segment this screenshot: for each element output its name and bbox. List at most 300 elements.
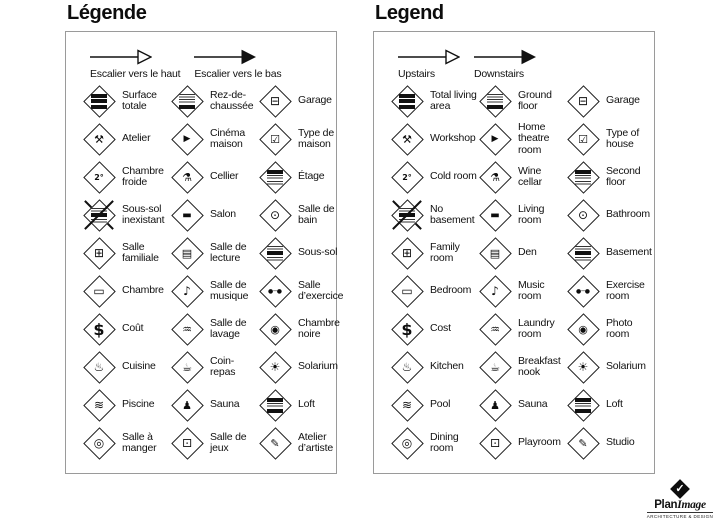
laundry-glyph: ♒ xyxy=(182,322,192,336)
legend-item-label: Laundry room xyxy=(518,316,555,340)
camera-icon xyxy=(258,312,292,346)
music-note-glyph: ♪ xyxy=(491,284,499,298)
legend-item-label: Ground floor xyxy=(518,88,552,112)
legend-item xyxy=(170,160,258,194)
floor-bar xyxy=(267,398,283,402)
stairs-up-group xyxy=(398,49,460,80)
legend-item xyxy=(390,198,478,232)
legend-item-label: Kitchen xyxy=(430,360,464,373)
legend-item-label: Wine cellar xyxy=(518,164,542,188)
legend-item-label: Cellier xyxy=(210,170,239,183)
game-piece-icon xyxy=(478,426,512,460)
legend-item-label: Second floor xyxy=(606,164,641,188)
floor-bars xyxy=(91,93,107,109)
legend-item xyxy=(170,236,258,270)
sofa-glyph: ▬ xyxy=(490,209,500,221)
legend-item-label: Family room xyxy=(430,240,460,264)
toilet-icon xyxy=(258,198,292,232)
floor-bar xyxy=(399,105,415,109)
sauna-person-icon xyxy=(478,388,512,422)
legend-item xyxy=(478,312,566,346)
game-piece-glyph: ⚀ xyxy=(490,436,500,450)
legend-item xyxy=(82,312,170,346)
palette-icon xyxy=(566,426,600,460)
book-glyph: ▤ xyxy=(181,246,193,260)
swimmer-glyph: ≋ xyxy=(401,398,413,412)
legend-item-label: Salle familiale xyxy=(122,240,159,264)
legend-item xyxy=(566,388,652,422)
page-title-french: Légende xyxy=(67,2,147,24)
legend-items-english xyxy=(390,82,650,462)
legend-item xyxy=(566,160,652,194)
logo-tagline: ARCHITECTURE & DESIGN xyxy=(646,514,714,519)
planimage-wordmark xyxy=(654,500,706,512)
floor-bars xyxy=(267,169,283,185)
legend-item xyxy=(258,312,343,346)
floor-bar xyxy=(575,170,591,174)
toilet-glyph: ⊙ xyxy=(577,208,589,222)
legend-item-label: Workshop xyxy=(430,132,476,145)
legend-item xyxy=(82,426,170,460)
legend-item xyxy=(170,312,258,346)
hammer-icon xyxy=(390,122,424,156)
legend-item-label: Cold room xyxy=(430,170,477,183)
swimmer-icon xyxy=(82,388,116,422)
legend-item-label: Salle de bain xyxy=(298,202,335,226)
floor-bar xyxy=(575,409,591,413)
legend-item xyxy=(478,388,566,422)
wine-bottle-glyph: ⚗ xyxy=(490,170,500,184)
floor-bar xyxy=(575,246,591,250)
floor-bar xyxy=(91,208,107,212)
floor-bars xyxy=(267,245,283,261)
legend-item xyxy=(258,84,343,118)
floors-second-icon xyxy=(566,160,600,194)
legend-item xyxy=(258,350,343,384)
coffee-cup-icon xyxy=(170,350,204,384)
floor-bar xyxy=(487,99,503,103)
legend-item-label: Studio xyxy=(606,436,635,449)
legend-item xyxy=(82,160,170,194)
floor-bar xyxy=(267,251,283,255)
legend-item-label: Breakfast nook xyxy=(518,354,561,378)
car-icon xyxy=(258,84,292,118)
dinner-plate-glyph: ◎ xyxy=(401,436,413,450)
legend-item-label: Living room xyxy=(518,202,545,226)
legend-item xyxy=(82,388,170,422)
legend-item xyxy=(258,236,343,270)
legend-item xyxy=(258,160,343,194)
floor-bar xyxy=(575,181,591,185)
legend-item-label: Surface totale xyxy=(122,88,157,112)
coffee-cup-glyph: ☕ xyxy=(490,360,500,374)
floor-bar xyxy=(399,94,415,98)
legend-item xyxy=(170,198,258,232)
legend-item-label: Cost xyxy=(430,322,451,335)
legend-item-label: Salle de jeux xyxy=(210,430,247,454)
thermometer-icon xyxy=(82,160,116,194)
sun-glyph: ☀ xyxy=(269,360,281,374)
legend-item-label: Sauna xyxy=(210,398,240,411)
game-piece-icon xyxy=(170,426,204,460)
legend-panel-english xyxy=(373,2,655,474)
legend-item-label: Salle de lavage xyxy=(210,316,247,340)
legend-item-label: Basement xyxy=(606,246,652,259)
barbell-glyph: ●─● xyxy=(575,287,591,295)
legend-item-label: Total living area xyxy=(430,88,477,112)
legend-item xyxy=(170,122,258,156)
car-glyph: ⊟ xyxy=(577,94,589,108)
floor-bar xyxy=(575,403,591,407)
floor-bars xyxy=(487,93,503,109)
legend-item-label: Exercise room xyxy=(606,278,645,302)
stairs-up-label: Upstairs xyxy=(398,68,435,80)
music-note-icon xyxy=(170,274,204,308)
legend-item xyxy=(82,84,170,118)
sauna-person-glyph: ♟ xyxy=(490,398,500,412)
legend-item-label: Type of house xyxy=(606,126,640,150)
palette-glyph: ✎ xyxy=(578,436,588,450)
no-basement-icon xyxy=(82,198,116,232)
laundry-glyph: ♒ xyxy=(490,322,500,336)
coffee-cup-glyph: ☕ xyxy=(182,360,192,374)
legend-item xyxy=(390,274,478,308)
logo-check-glyph: ✓ xyxy=(675,483,685,495)
legend-box-english xyxy=(373,31,655,474)
laundry-icon xyxy=(170,312,204,346)
legend-item-label: Bathroom xyxy=(606,208,650,221)
sofa-icon xyxy=(478,198,512,232)
floor-bars xyxy=(575,245,591,261)
sofa-glyph: ▬ xyxy=(182,209,192,221)
stairs-down-group xyxy=(474,49,536,80)
legend-item-label: Solarium xyxy=(606,360,646,373)
legend-item xyxy=(82,274,170,308)
projector-icon xyxy=(170,122,204,156)
stairs-down-label: Escalier vers le bas xyxy=(194,68,282,80)
legend-item xyxy=(566,312,652,346)
floor-bar xyxy=(575,398,591,402)
checklist-icon xyxy=(566,122,600,156)
stairs-up-arrow-icon xyxy=(398,49,460,65)
projector-glyph: ▶ xyxy=(183,134,191,144)
hammer-icon xyxy=(82,122,116,156)
stairs-up-arrow-icon xyxy=(90,49,152,65)
legend-item-label: Coin-repas xyxy=(210,354,236,378)
floor-bars xyxy=(575,169,591,185)
palette-icon xyxy=(258,426,292,460)
legend-item-label: Salle de musique xyxy=(210,278,249,302)
wine-bottle-glyph: ⚗ xyxy=(182,170,192,184)
legend-item-label: Sous-sol xyxy=(298,246,338,259)
legend-item-label: Den xyxy=(518,246,537,259)
legend-item xyxy=(258,274,343,308)
floor-bar xyxy=(267,170,283,174)
legend-item-label: Dining room xyxy=(430,430,459,454)
floor-bar xyxy=(267,409,283,413)
legend-item-label: Cuisine xyxy=(122,360,156,373)
legend-item-label: Home theatre room xyxy=(518,121,550,156)
book-icon xyxy=(478,236,512,270)
floors-all-icon xyxy=(390,84,424,118)
swimmer-glyph: ≋ xyxy=(93,398,105,412)
floor-bar xyxy=(399,99,415,103)
legend-item xyxy=(478,236,566,270)
legend-item-label: Chambre noire xyxy=(298,316,340,340)
floor-bars xyxy=(399,207,415,223)
dinner-plate-glyph: ◎ xyxy=(93,436,105,450)
music-note-glyph: ♪ xyxy=(183,284,191,298)
floor-bars xyxy=(267,397,283,413)
barbell-icon xyxy=(566,274,600,308)
legend-box-french xyxy=(65,31,344,474)
legend-item xyxy=(478,426,566,460)
legend-item xyxy=(82,122,170,156)
thermometer-glyph: 2° xyxy=(402,172,412,182)
floor-bar xyxy=(267,175,283,179)
book-icon xyxy=(170,236,204,270)
dinner-plate-icon xyxy=(390,426,424,460)
floor-bar xyxy=(267,246,283,250)
checklist-glyph: ☑ xyxy=(578,132,588,146)
page-title-english: Legend xyxy=(375,2,444,24)
legend-item xyxy=(478,198,566,232)
projector-glyph: ▶ xyxy=(491,134,499,144)
stair-arrows-english xyxy=(398,49,536,80)
legend-item xyxy=(390,388,478,422)
legend-item xyxy=(478,122,566,156)
legend-item xyxy=(566,122,652,156)
legend-item-label: Salle à manger xyxy=(122,430,157,454)
legend-item xyxy=(566,274,652,308)
hammer-glyph: ⚒ xyxy=(94,132,104,146)
sauna-person-glyph: ♟ xyxy=(182,398,192,412)
floor-bar xyxy=(179,105,195,109)
floor-bar xyxy=(399,213,415,217)
cooking-pot-icon xyxy=(82,350,116,384)
legend-item-label: Rez-de-chaussée xyxy=(210,88,254,112)
floors-basement-icon xyxy=(258,236,292,270)
legend-item-label: Salle d’exercice xyxy=(298,278,344,302)
legend-item-label: Chambre froide xyxy=(122,164,164,188)
floor-bar xyxy=(575,175,591,179)
legend-item-label: No basement xyxy=(430,202,475,226)
legend-item xyxy=(258,388,343,422)
tv-icon xyxy=(390,236,424,270)
legend-item xyxy=(566,198,652,232)
floors-loft-icon xyxy=(258,388,292,422)
legend-item xyxy=(82,198,170,232)
car-icon xyxy=(566,84,600,118)
cooking-pot-glyph: ♨ xyxy=(93,360,105,374)
legend-item xyxy=(478,350,566,384)
barbell-icon xyxy=(258,274,292,308)
legend-item-label: Solarium xyxy=(298,360,338,373)
legend-item xyxy=(566,426,652,460)
legend-item-label: Playroom xyxy=(518,436,561,449)
sun-icon xyxy=(258,350,292,384)
dollar-glyph: $ xyxy=(401,319,413,339)
stairs-up-label: Escalier vers le haut xyxy=(90,68,181,80)
legend-item xyxy=(390,350,478,384)
floor-bars xyxy=(399,93,415,109)
floor-bar xyxy=(91,213,107,217)
legend-item xyxy=(170,350,258,384)
stairs-up-group xyxy=(90,49,180,80)
legend-item xyxy=(258,426,343,460)
floor-bar xyxy=(267,403,283,407)
legend-item xyxy=(390,160,478,194)
legend-item xyxy=(390,312,478,346)
legend-item-label: Chambre xyxy=(122,284,164,297)
legend-item-label: Atelier xyxy=(122,132,151,145)
tv-glyph: ⊞ xyxy=(93,246,105,260)
logo-word-image: Image xyxy=(677,498,706,511)
floor-bar xyxy=(91,219,107,223)
legend-item-label: Piscine xyxy=(122,398,155,411)
tv-glyph: ⊞ xyxy=(401,246,413,260)
floor-bar xyxy=(399,219,415,223)
floor-bar xyxy=(91,105,107,109)
camera-glyph: ◉ xyxy=(270,322,280,336)
diamond-outline xyxy=(391,199,424,232)
checklist-glyph: ☑ xyxy=(270,132,280,146)
legend-item xyxy=(390,84,478,118)
sofa-icon xyxy=(170,198,204,232)
legend-item-label: Sauna xyxy=(518,398,548,411)
hammer-glyph: ⚒ xyxy=(402,132,412,146)
legend-item-label: Photo room xyxy=(606,316,633,340)
thermometer-icon xyxy=(390,160,424,194)
checklist-icon xyxy=(258,122,292,156)
swimmer-icon xyxy=(390,388,424,422)
legend-item xyxy=(82,350,170,384)
floors-ground-icon xyxy=(170,84,204,118)
projector-icon xyxy=(478,122,512,156)
legend-item xyxy=(566,84,652,118)
legend-item-label: Atelier d’artiste xyxy=(298,430,333,454)
thermometer-glyph: 2° xyxy=(94,172,104,182)
bed-icon xyxy=(390,274,424,308)
legend-item xyxy=(170,388,258,422)
wine-bottle-icon xyxy=(478,160,512,194)
sauna-person-icon xyxy=(170,388,204,422)
toilet-glyph: ⊙ xyxy=(269,208,281,222)
camera-glyph: ◉ xyxy=(578,322,588,336)
legend-item xyxy=(478,160,566,194)
stairs-down-label: Downstairs xyxy=(474,68,524,80)
legend-item-label: Loft xyxy=(606,398,623,411)
legend-item xyxy=(170,426,258,460)
legend-item xyxy=(566,350,652,384)
legend-item-label: Loft xyxy=(298,398,315,411)
book-glyph: ▤ xyxy=(489,246,501,260)
bed-icon xyxy=(82,274,116,308)
toilet-icon xyxy=(566,198,600,232)
legend-item xyxy=(390,236,478,270)
wine-bottle-icon xyxy=(170,160,204,194)
legend-item-label: Pool xyxy=(430,398,451,411)
legend-item-label: Salon xyxy=(210,208,236,221)
floors-second-icon xyxy=(258,160,292,194)
floor-bar xyxy=(575,257,591,261)
planimage-logo xyxy=(648,479,712,520)
legend-item xyxy=(390,122,478,156)
legend-item-label: Sous-sol inexistant xyxy=(122,202,165,226)
legend-items-french xyxy=(82,82,344,462)
palette-glyph: ✎ xyxy=(270,436,280,450)
legend-item xyxy=(478,274,566,308)
legend-item xyxy=(82,236,170,270)
tv-icon xyxy=(82,236,116,270)
floor-bar xyxy=(575,251,591,255)
bed-glyph: ▭ xyxy=(93,284,105,298)
legend-item-label: Garage xyxy=(298,94,332,107)
floor-bars xyxy=(179,93,195,109)
floors-ground-icon xyxy=(478,84,512,118)
bed-glyph: ▭ xyxy=(401,284,413,298)
barbell-glyph: ●─● xyxy=(267,287,283,295)
planimage-diamond-check-icon xyxy=(670,479,690,499)
car-glyph: ⊟ xyxy=(269,94,281,108)
legend-item xyxy=(258,122,343,156)
camera-icon xyxy=(566,312,600,346)
legend-item xyxy=(170,84,258,118)
legend-panel-french xyxy=(65,2,344,474)
cooking-pot-glyph: ♨ xyxy=(401,360,413,374)
dollar-glyph: $ xyxy=(93,319,105,339)
floor-bar xyxy=(179,99,195,103)
floor-bars xyxy=(91,207,107,223)
stairs-down-group xyxy=(194,49,281,80)
coffee-cup-icon xyxy=(478,350,512,384)
legend-item xyxy=(566,236,652,270)
legend-item xyxy=(390,426,478,460)
floor-bar xyxy=(267,181,283,185)
dollar-icon xyxy=(82,312,116,346)
stair-arrows-french xyxy=(90,49,281,80)
floor-bar xyxy=(267,257,283,261)
floor-bars xyxy=(575,397,591,413)
legend-item-label: Étage xyxy=(298,170,325,183)
stairs-down-arrow-icon xyxy=(194,49,256,65)
floors-all-icon xyxy=(82,84,116,118)
legend-item xyxy=(478,84,566,118)
legend-item-label: Garage xyxy=(606,94,640,107)
floor-bar xyxy=(91,94,107,98)
sun-icon xyxy=(566,350,600,384)
floor-bar xyxy=(91,99,107,103)
floors-basement-icon xyxy=(566,236,600,270)
dollar-icon xyxy=(390,312,424,346)
legend-item-label: Coût xyxy=(122,322,144,335)
music-note-icon xyxy=(478,274,512,308)
legend-item xyxy=(170,274,258,308)
logo-word-plan: Plan xyxy=(654,498,678,511)
floor-bar xyxy=(487,105,503,109)
legend-item xyxy=(258,198,343,232)
floors-loft-icon xyxy=(566,388,600,422)
game-piece-glyph: ⚀ xyxy=(182,436,192,450)
no-basement-icon xyxy=(390,198,424,232)
laundry-icon xyxy=(478,312,512,346)
floor-bar xyxy=(399,208,415,212)
dinner-plate-icon xyxy=(82,426,116,460)
stairs-down-arrow-icon xyxy=(474,49,536,65)
floor-bar xyxy=(179,94,195,98)
legend-item-label: Bedroom xyxy=(430,284,472,297)
legend-item-label: Type de maison xyxy=(298,126,334,150)
